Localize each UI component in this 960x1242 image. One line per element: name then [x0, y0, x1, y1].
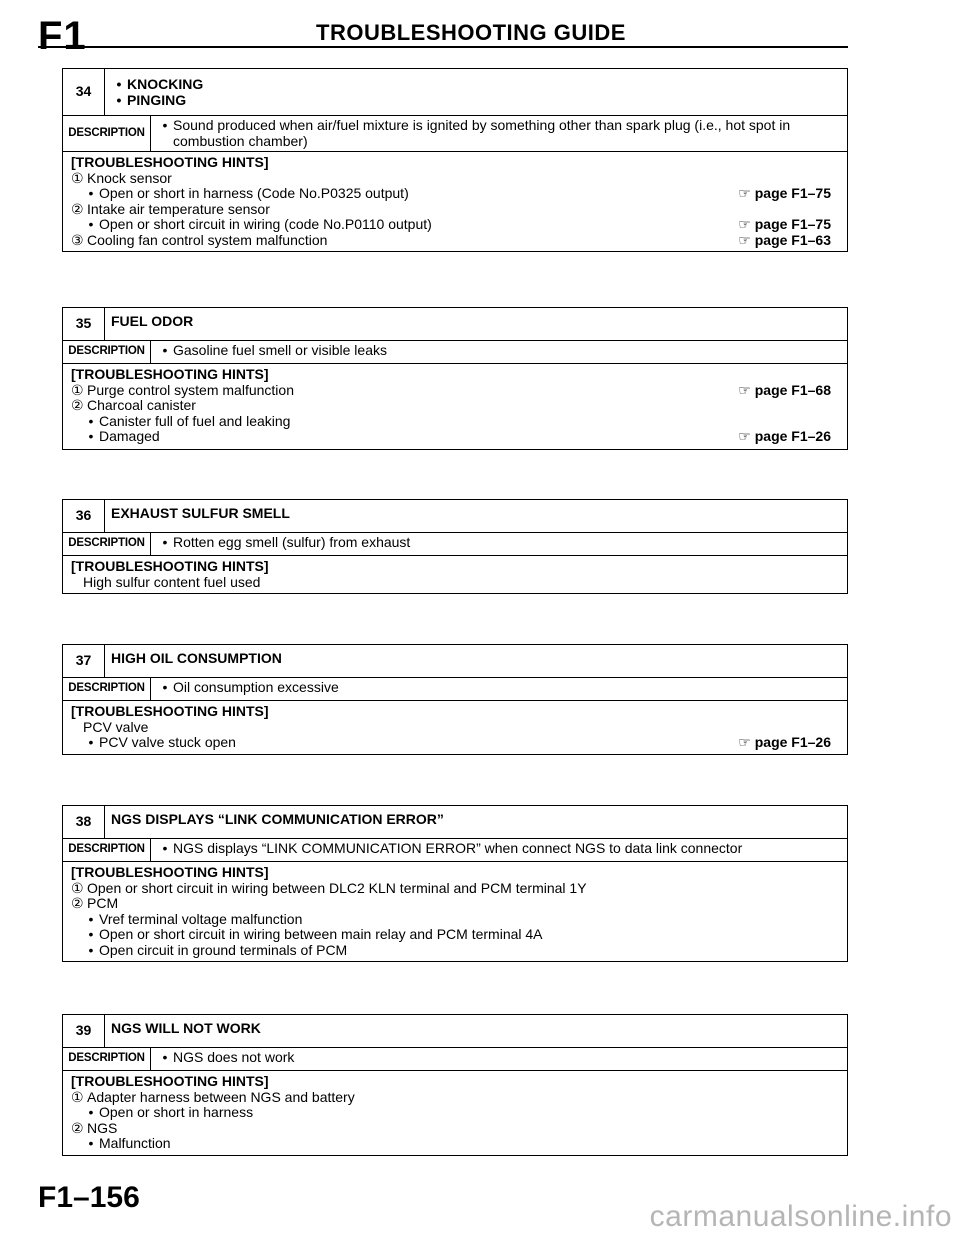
- page-reference[interactable]: ☞ page F1–75: [738, 185, 831, 201]
- reference-icon: ☞: [738, 381, 751, 398]
- reference-icon: ☞: [738, 216, 751, 232]
- reference-icon: ☞: [738, 185, 751, 201]
- description-label: DESCRIPTION: [63, 341, 151, 363]
- description-text: • Sound produced when air/fuel mixture is ignited by something other than spark plug (i.e., hot spot in combustion chamber): [162, 117, 791, 149]
- entry-number: 34: [63, 69, 105, 115]
- description-label: DESCRIPTION: [63, 1048, 151, 1070]
- description-text: • NGS does not work: [162, 1049, 295, 1065]
- troubleshooting-hints: [TROUBLESHOOTING HINTS] ① Knock sensor • Open or short in harness (Code No.P0325 output) ☞ page F1–75 ② Intake air temperature sensor • Open or short circuit in wiring (code No.P0110 output) ☞ page F1–75 ③ Cooling fan control system malfunction ☞ page F1–63: [63, 152, 847, 251]
- entry-36: [62, 499, 848, 594]
- entry-38: [62, 805, 848, 962]
- page-title: TROUBLESHOOTING GUIDE: [316, 20, 626, 45]
- page-reference[interactable]: ☞ page F1–75: [738, 216, 831, 232]
- entry-title: NGS WILL NOT WORK: [111, 1020, 261, 1036]
- troubleshooting-hints: [TROUBLESHOOTING HINTS] High sulfur content fuel used: [71, 558, 269, 590]
- entry-title: FUEL ODOR: [111, 313, 194, 329]
- description-label: DESCRIPTION: [63, 678, 151, 700]
- description-text: • Gasoline fuel smell or visible leaks: [162, 342, 387, 358]
- reference-icon: ☞: [738, 734, 751, 750]
- page-reference[interactable]: ☞ page F1–26: [738, 734, 831, 750]
- entry-number: 38: [63, 806, 105, 838]
- description-label: DESCRIPTION: [63, 533, 151, 555]
- entry-number: 37: [63, 645, 105, 677]
- troubleshooting-hints: [TROUBLESHOOTING HINTS] ① Purge control system malfunction ☞ page F1–68 ② Charcoal canister • Canister full of fuel and leaking • Damaged ☞ page F1–26: [63, 364, 847, 449]
- entry-title: EXHAUST SULFUR SMELL: [111, 505, 290, 521]
- section-label: F1: [38, 14, 87, 58]
- header-rule: [38, 46, 848, 48]
- reference-icon: ☞: [738, 428, 751, 444]
- entry-number: 39: [63, 1015, 105, 1047]
- troubleshooting-hints: [TROUBLESHOOTING HINTS] ① Adapter harness between NGS and battery • Open or short in harness ② NGS • Malfunction: [71, 1073, 355, 1151]
- watermark: carmanualsonline.info: [649, 1200, 952, 1233]
- page-reference[interactable]: ☞ page F1–26: [738, 428, 831, 444]
- entry-title: • KNOCKING • PINGING: [116, 76, 204, 108]
- entry-title: HIGH OIL CONSUMPTION: [111, 650, 282, 666]
- entry-39: [62, 1014, 848, 1156]
- page-reference[interactable]: ☞ page F1–63: [738, 231, 831, 248]
- entry-34: [62, 68, 848, 252]
- description-text: • Rotten egg smell (sulfur) from exhaust: [162, 534, 411, 550]
- troubleshooting-hints: [TROUBLESHOOTING HINTS] PCV valve • PCV valve stuck open ☞ page F1–26: [63, 701, 847, 754]
- description-label: DESCRIPTION: [63, 116, 151, 151]
- description-text: • Oil consumption excessive: [162, 679, 339, 695]
- entry-title: NGS DISPLAYS “LINK COMMUNICATION ERROR”: [111, 811, 444, 827]
- description-text: • NGS displays “LINK COMMUNICATION ERROR” when connect NGS to data link connector: [162, 840, 743, 856]
- entry-number: 36: [63, 500, 105, 532]
- page-reference[interactable]: ☞ page F1–68: [738, 381, 831, 398]
- entry-number: 35: [63, 308, 105, 340]
- entry-37: [62, 644, 848, 755]
- description-label: DESCRIPTION: [63, 839, 151, 861]
- page-number: F1–156: [38, 1181, 140, 1214]
- reference-icon: ☞: [738, 231, 751, 248]
- troubleshooting-hints: [TROUBLESHOOTING HINTS] ① Open or short circuit in wiring between DLC2 KLN terminal and PCM terminal 1Y ② PCM • Vref terminal voltage malfunction • Open or short circuit in wiring between main relay and PCM terminal 4A • Open circuit in ground terminals of PCM: [71, 864, 587, 958]
- entry-35: [62, 307, 848, 450]
